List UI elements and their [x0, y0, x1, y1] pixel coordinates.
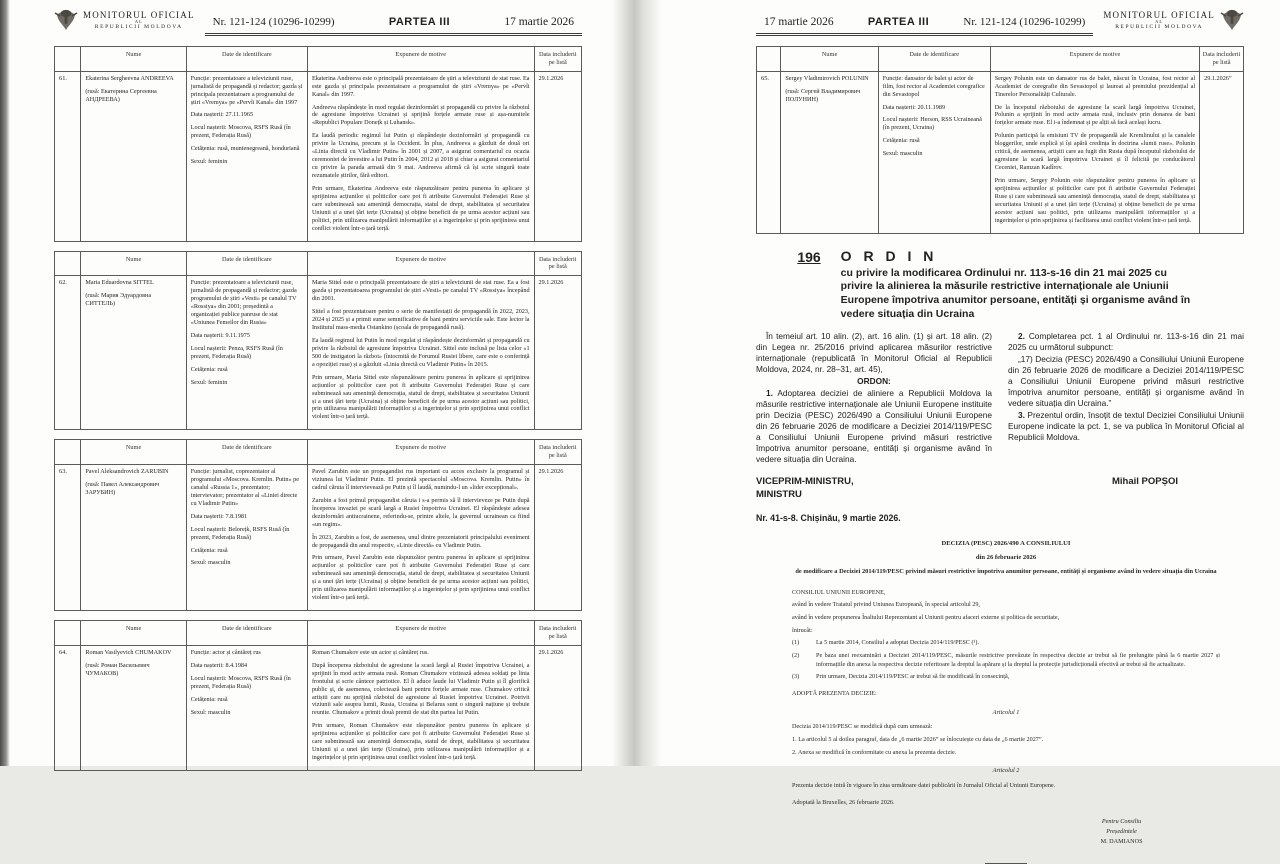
listing-date: 29.1.2026” [1200, 71, 1244, 233]
table-row [55, 645, 582, 770]
gazette-brand-text [1103, 11, 1215, 31]
column-header-identification: Date de identificare [186, 251, 307, 276]
article-item: 2. Anexa se modifică în conformitate cu anexa la prezenta decizie. [792, 748, 957, 756]
signer-role-line1: VICEPRIM-MINISTRU, [756, 476, 854, 488]
identification-line: Funcție: dansator de balet și actor de film, fost rector al Academiei coregrafice din Sevastopol [882, 74, 985, 98]
brand-al: AL [1155, 19, 1164, 25]
person-name: Sergey Vladimirovich POLUNIN [785, 74, 869, 82]
order-item-text: „17) Decizia (PESC) 2026/490 a Consiliului Uniunii Europene din 26 februarie 2026 de modificare a Deciziei 2014/119/PESC a Consiliului Uniunii Europene privind măsuri restrictive împotriva anumitor persoane, entități și organisme având în vedere situația din Ucraina.” [1008, 354, 1244, 408]
issue-number: Nr. 121-124 (10296-10299) [212, 16, 335, 28]
signer-role-line2: MINISTRU [756, 489, 802, 501]
column-header-listing-date: Data includerii pe listă [534, 251, 581, 276]
entry-number: 63. [55, 465, 81, 611]
entry-63 [54, 439, 582, 611]
identification-line: Cetățenia: rusă [190, 546, 228, 554]
adopts-label: ADOPTĂ PREZENTA DECIZIE: [792, 689, 877, 697]
listing-date: 29.1.2026 [534, 465, 581, 611]
column-header-identification: Date de identificare [186, 621, 307, 646]
identification-line: Sexul: feminin [190, 158, 228, 166]
entry-number: 65. [757, 71, 781, 233]
identification-cell [186, 465, 307, 611]
name-cell [81, 645, 186, 770]
identification-cell [186, 276, 307, 430]
page-header-left [54, 8, 582, 36]
reasons-cell [307, 645, 534, 770]
order-item [1008, 354, 1244, 409]
person-name-russian: (rusă: Екатерина Сергеевна АНДРЕЕВА) [85, 87, 157, 103]
recital-text: Prin urmare, Decizia 2014/119/PESC ar trebui să fie modificată în consecință, [816, 673, 1010, 681]
entry-number: 61. [55, 71, 81, 241]
identification-line: Sexul: masculin [190, 708, 231, 716]
sanctioned-person-table [54, 251, 582, 431]
identification-line: Data nașterii: 9.11.1975 [190, 331, 250, 339]
column-header-name: Nume [81, 440, 186, 465]
reason-paragraph: Roman Chumakov este un actor și cântăreț rus. [311, 648, 429, 656]
reason-paragraph: Pavel Zarubin este un propagandist rus important cu acces exclusiv la programul și viziunea lui Vladimir Putin. El prezintă spectacolul «Moscova. Kremlin. Putin» în cadrul căruia îl intervievează pe Putin și îl laudă, numindu-l un «lider excepțional». [311, 468, 530, 491]
identification-line: Funcție: actor și cântăreț rus [190, 648, 261, 656]
sanctioned-person-table [54, 439, 582, 611]
entry-65 [756, 46, 1244, 234]
order-heading [756, 248, 1234, 322]
article-1-items [792, 736, 1220, 757]
identification-line: Data nașterii: 8.4.1984 [190, 661, 248, 669]
order-item-text: Adoptarea deciziei de aliniere a Republicii Moldova la măsurile restrictive internaționale ale Uniunii Europene instituite prin Decizia (PESC) 2026/490 a Consiliului Uniunii Europene din 26 februarie 2026 de modificare a Deciziei 2014/119/PESC a Consiliului Uniunii Europene privind măsuri restrictive împotriva anumitor persoane, entități și organisme având în vedere situația din Ucraina. [756, 387, 992, 464]
recital-text: La 5 martie 2014, Consiliul a adoptat Decizia 2014/119/PESC (¹). [816, 639, 979, 647]
order-title: O R D I N [840, 247, 938, 264]
signer-role [756, 476, 854, 502]
column-header-listing-date: Data includerii pe listă [534, 47, 581, 72]
column-header-identification: Date de identificare [186, 440, 307, 465]
column-header-name: Nume [781, 47, 878, 72]
entry-62 [54, 251, 582, 431]
order-item [1008, 331, 1244, 353]
recital-number: (3) [792, 673, 800, 681]
column-header-name: Nume [81, 251, 186, 276]
recitals [792, 639, 1220, 682]
identification-line: Data nașterii: 20.11.1989 [882, 103, 946, 111]
reason-paragraph: Ekaterina Andreeva este o principală prezentatoare de știri a televiziunii de stat ruse. Ea este gazda și principala prezentatoare a programului de știri «Vremya» pe «Pervîi Kanal» din 1997. [311, 74, 530, 98]
coat-of-arms-icon [1220, 8, 1244, 34]
table-row [55, 276, 582, 430]
reasons-cell [307, 71, 534, 241]
column-header-name: Nume [81, 47, 186, 72]
signer-name: Mihail POPȘOI [1112, 476, 1178, 488]
order-title-block [841, 248, 1193, 322]
listing-date: 29.1.2026 [534, 645, 581, 770]
identification-line: Locul nașterii: Penza, RSFS Rusă (în prezent, Federația Rusă) [190, 344, 283, 360]
name-cell [781, 71, 878, 233]
reason-paragraph: După începerea războiului de agresiune la scară largă al Rusiei împotriva Ucrainei, a sprijinit în mod activ armata rusă. Roman Chumakov vizitează adesea soldați pe linia frontului și scrie cântece patriotice. El îi aduce laude lui Vladimir Putin și îl glorifică public și, de asemenea, colectează bani pentru forțele armate ruse. Chumakov critică artiștii care nu sprijină războiul de agresiune al Rusiei împotriva Ucrainei. Potrivit viziunii sale asupra lumii, Rusia, Ucraina și Belarus sunt o singură națiune și trebuie reunite. Chumakov a primit două premii de stat din partea lui Putin. [311, 661, 530, 717]
ordon-label: ORDON: [857, 375, 891, 386]
table-header-row [55, 47, 582, 72]
sanctioned-person-table [54, 620, 582, 771]
decision-date: din 26 februarie 2026 [975, 554, 1037, 562]
brand-title: MONITORUL OFICIAL [83, 10, 195, 21]
identification-line: Data nașterii: 27.11.1965 [190, 111, 254, 119]
identification-line: Funcție: prezentatoare a televiziunii ruse, jurnalistă de propagandă și redactor; gazda și principala prezentatoare a programului de știri «Vremya» pe «Pervîi Kanal» din 1997 [190, 74, 303, 106]
person-name: Ekaterina Sergheevna ANDREEVA [85, 74, 174, 82]
order-item-number: 3. [1018, 409, 1025, 420]
recital-number: (1) [792, 639, 800, 647]
part-label: PARTEA III [388, 16, 451, 28]
order-196 [756, 248, 1244, 523]
reason-paragraph: Sittel a fost prezentatoare pentru o serie de manifestații de propagandă în 2022, 2023, 2024 și 2025 și a primit sume semnificative de bani pentru serviciile sale. Este lector la Institutul mass-media Ostankino (școala de propagandă rusă). [311, 308, 530, 331]
recital-text: Pe baza unei reexaminări a Deciziei 2014/119/PESC, măsurile restrictive prevăzute în respectiva decizie ar trebui să fie prelungite până la 6 martie 2027 și informațiile din anexa la respectiva decizie referitoare la dreptul la apărare și la dreptul la protecție jurisdicțională efectivă ar trebui să fie actualizate. [816, 651, 1220, 668]
sanctioned-person-table [54, 46, 582, 242]
article-2-title: Articolul 2 [992, 767, 1020, 775]
person-name-russian: (rusă: Мария Эдуардовна СИТТЕЛЬ) [85, 292, 152, 308]
order-item [756, 388, 992, 465]
article-1-title: Articolul 1 [992, 708, 1020, 716]
brand-al: AL [134, 19, 143, 25]
reason-paragraph: Ea laudă regimul lui Putin în mod regulat și răspândește dezinformări și propagandă cu privire la războiul de agresiune împotriva Ucrainei. Sittel este inclusă pe lista celor «1 500 de instigatori la război» (întocmită de Forumul Rusiei libere, care este o conferință a opoziției ruse) și a găzduit «Linia directă cu Vladimir Putin» în 2015. [311, 336, 530, 368]
name-cell [81, 71, 186, 241]
brand-title: MONITORUL OFICIAL [1103, 10, 1215, 21]
name-cell [81, 465, 186, 611]
order-preamble: În temeiul art. 10 alin. (2), art. 16 alin. (1) și art. 18 alin. (2) din Legea nr. 25/2016 privind aplicarea măsurilor restrictive internaționale (republicată în Monitorul Oficial al Republicii Moldova, 2024, nr. 28–31, art. 45), [756, 331, 992, 375]
order-item-text: Completarea pct. 1 al Ordinului nr. 113-s-16 din 21 mai 2025 cu următorul subpunct: [1008, 331, 1244, 353]
table-header-row [757, 47, 1244, 72]
identification-line: Locul nașterii: Belorețk, RSFS Rusă (în prezent, Federația Rusă) [190, 525, 290, 541]
reason-paragraph: În 2023, Zarubin a fost, de asemenea, unul dintre prezentatorii principalului eveniment de propagandă din anul respectiv, «Linie directă» cu Vladimir Putin. [311, 533, 530, 549]
person-name-russian: (rusă: Павел Александрович ЗАРУБИН) [85, 480, 160, 496]
gazette-brand-text [83, 11, 195, 31]
column-header-listing-date: Data includerii pe listă [534, 621, 581, 646]
column-header-index [55, 621, 81, 646]
column-header-identification: Date de identificare [878, 47, 990, 72]
reason-paragraph: Prin urmare, Sergey Polunin este răspunzător pentru punerea în aplicare și sprijinirea acțiunilor și politicilor care pot fi atribuite Guvernului Federației Ruse și care subminează sau amenință democrația, statul de drept, stabilitatea și securitatea Uniunii și a unei țări terțe (Ucraina) și obține beneficii de pe urma acestor acțiuni sau politici, prin utilizarea manipulării informațiilor și a ingerințelor și prin sprijinirea și facilitarea unui conflict violent într-o țară terță. [994, 177, 1196, 224]
order-reference: Nr. 41-s-8. Chișinău, 9 martie 2026. [756, 513, 901, 524]
identification-line: Cetățenia: rusă, muntenegreană, honduriană [190, 145, 300, 153]
reason-paragraph: Prin urmare, Maria Sittel este răspunzătoare pentru punerea în aplicare și sprijinirea acțiunilor și politicilor care pot fi atribuite Guvernului Federației Ruse și care subminează sau amenință democrația, statul de drept, stabilitatea și securitatea Uniunii și a unei țări terțe (Ucraina) și obține beneficii de pe urma acestor acțiuni sau politici, prin utilizarea manipulării informațiilor și a ingerințelor și prin sprijinirea unui conflict violent într-o țară terță. [311, 373, 530, 421]
reason-paragraph: Ea laudă periodic regimul lui Putin și răspândește dezinformări și propagandă cu privire la Ucraina, precum și la Occident. În plus, Andreeva a găzduit de două ori «Linia directă cu Vladimir Putin» în 2001 și 2007, a asigurat comentariul cu ocazia ceremoniei de învestire a lui Putin în 2004, 2012 și 2018 și chiar a asigurat comentariul cu privire la parada armată din 9 mai. Andreeva afirmă că își scrie singură toate rezumatele știrilor, fără editori. [311, 132, 530, 180]
page-right [662, 0, 1280, 846]
reason-paragraph: Zarubin a fost primul propagandist căruia i s-a permis să îl intervieveze pe Putin după începerea invaziei pe scară largă a Rusiei împotriva Ucrainei. El răspândește adesea dezinformări antiucrainene, referindu-se, printre altele, la guvernul ucrainean ca fiind «un regim». [311, 496, 530, 528]
entry-number: 62. [55, 276, 81, 430]
decision-preamble-1: CONSILIUL UNIUNII EUROPENE, [792, 588, 886, 596]
identification-line: Cetățenia: rusă [882, 137, 920, 145]
recital [792, 652, 1220, 669]
name-cell [81, 276, 186, 430]
column-header-reasons: Expunere de motive [307, 440, 534, 465]
table-header-row [55, 440, 582, 465]
brand-subtitle: REPUBLICII MOLDOVA [94, 24, 183, 31]
reason-paragraph: Sergey Polunin este un dansator rus de balet, născut în Ucraina, fost rector al Academiei de coregrafie din Sevastopol și laureat al premiului prezidențial al Tinerelor Personalități Culturale. [994, 74, 1196, 98]
table-row [55, 71, 582, 241]
column-header-identification: Date de identificare [186, 47, 307, 72]
whereas-label: întrucât: [792, 626, 813, 634]
scan-left-edge [0, 0, 10, 766]
order-item [1008, 410, 1244, 443]
person-name-russian: (rusă: Роман Васильевич ЧУМАКОВ) [85, 661, 150, 677]
decision-preamble-3: având în vedere propunerea Înaltului Reprezentant al Uniunii pentru afaceri externe și politica de securitate, [792, 613, 1060, 621]
identification-line: Locul nașterii: Herson, RSS Ucraineană (în prezent, Ucraina) [882, 116, 982, 132]
reason-paragraph: Maria Sittel este o principală prezentatoare de știri a televiziunii de stat ruse. Ea a fost gazda și prezentatoarea programului de știri «Vesti» pe canalul TV «Rossiya» începând din 2001. [311, 279, 530, 303]
gazette-brand [1103, 8, 1244, 36]
identification-line: Sexul: feminin [190, 378, 228, 386]
identification-line: Funcție: prezentatoare a televiziunii ruse, jurnalistă de propagandă și redactor; gazda programului de știri «Vesti» pe canalul TV «Rossiya» din 2001; președintă a organizației publice panruse de stat «Uniunea Femeilor din Rusia» [190, 279, 297, 326]
column-header-index [55, 47, 81, 72]
identification-line: Locul nașterii: Moscova, RSFS Rusă (în prezent, Federația Rusă) [190, 674, 291, 690]
article-2-text: Prezenta decizie intră în vigoare în ziua următoare datei publicării în Jurnalul Oficial al Uniunii Europene. [792, 781, 1056, 789]
decision-signature [1023, 817, 1220, 847]
adoption-place-date: Adoptată la Bruxelles, 26 februarie 2026. [792, 798, 895, 806]
reasons-cell [307, 276, 534, 430]
identification-cell [878, 71, 990, 233]
identification-line: Funcție: jurnalist, coprezentator al programului «Moscova. Kremlin. Putin» pe canalul «Russia 1», prezentator; intervievator; prezentator al «Liniei directe cu Vladimir Putin» [190, 468, 300, 507]
column-header-listing-date: Data includerii pe listă [1200, 47, 1244, 72]
table-header-row [55, 251, 582, 276]
brand-subtitle: REPUBLICII MOLDOVA [1115, 24, 1204, 31]
page-header-right [756, 8, 1244, 36]
column-header-reasons: Expunere de motive [307, 251, 534, 276]
column-header-index [757, 47, 781, 72]
column-header-name: Nume [81, 621, 186, 646]
issue-date: 17 martie 2026 [764, 16, 834, 28]
column-header-reasons: Expunere de motive [307, 47, 534, 72]
entry-61 [54, 46, 582, 242]
reason-paragraph: De la începutul războiului de agresiune la scară largă împotriva Ucrainei, Polunin a sprijinit în mod activ armata rusă, inclusiv prin donarea de bani forțelor armate ruse. El i-a îndemnat și pe alții să facă același lucru. [994, 103, 1196, 127]
entry-number: 64. [55, 645, 81, 770]
identification-cell [186, 645, 307, 770]
reason-paragraph: Andreeva răspândește în mod regulat dezinformări și propagandă cu privire la războiul de agresiune împotriva Ucrainei și sprijină forțele armate ruse și așa-numitele «Republici Populare Donețk și Luhansk». [311, 103, 530, 127]
coat-of-arms-icon [54, 8, 78, 34]
identification-line: Locul nașterii: Moscova, RSFS Rusă (în prezent, Federația Rusă) [190, 124, 291, 140]
page-left [10, 0, 612, 766]
decision-subtitle: de modificare a Deciziei 2014/119/PESC privind măsuri restrictive împotriva anumitor persoane, entități și organisme având în vedere situația din Ucraina [795, 567, 1217, 575]
order-subtitle: cu privire la modificarea Ordinului nr. 113-s-16 din 21 mai 2025 cu privire la alinierea la măsurile restrictive internaționale ale Uniunii Europene împotriva anumitor persoane, entități și organisme având în vedere situația din Ucraina [840, 266, 1191, 320]
identification-cell [186, 71, 307, 241]
decision-preamble-2: având în vedere Tratatul privind Uniunea Europeană, în special articolul 29, [792, 601, 980, 609]
reason-paragraph: Prin urmare, Roman Chumakov este răspunzător pentru punerea în aplicare și sprijinirea acțiunilor și politicilor care pot fi atribuite Guvernului Federației Ruse și care subminează sau amenință democrația, statul de drept, stabilitatea și securitatea Uniunii și a unei țări terțe (Ucraina), prin utilizarea manipulării informațiilor și a ingerințelor și prin sprijinirea unui conflict violent într-o țară terță. [311, 722, 530, 762]
column-header-index [55, 440, 81, 465]
identification-line: Data nașterii: 7.8.1981 [190, 512, 248, 520]
entry-64 [54, 620, 582, 771]
reason-paragraph: Prin urmare, Pavel Zarubin este răspunzător pentru punerea în aplicare și sprijinirea acțiunilor și politicilor care pot fi atribuite Guvernului Federației Ruse și care subminează sau amenință democrația, statul de drept, stabilitatea și securitatea Uniunii și a unei țări terțe (Ucraina) și obține beneficii de pe urma acestor acțiuni sau politici, prin utilizarea manipulării informațiilor și a ingerințelor și prin sprijinirea unui conflict violent într-o țară terță. [311, 554, 530, 602]
table-row [757, 71, 1244, 233]
recital [792, 673, 1220, 682]
article-item: 1. La articolul 5 al doilea paragraf, data de „6 martie 2026” se înlocuiește cu data de „6 martie 2027”. [792, 735, 1044, 743]
part-label: PARTEA III [867, 16, 930, 28]
column-header-index [55, 251, 81, 276]
column-header-reasons: Expunere de motive [307, 621, 534, 646]
listing-date: 29.1.2026 [534, 276, 581, 430]
table-header-row [55, 621, 582, 646]
signature-president: Președintele [1106, 828, 1137, 836]
reasons-cell [990, 71, 1199, 233]
book-spine-shadow [612, 0, 662, 766]
order-number: 196 [797, 248, 821, 265]
signature-for-council: Pentru Consiliu [1101, 818, 1142, 826]
person-name-russian: (rusă: Сергей Владимирович ПОЛУНИН) [785, 87, 861, 103]
sanctioned-person-table [756, 46, 1244, 234]
decision-title: DECIZIA (PESC) 2026/490 A CONSILIULUI [941, 540, 1071, 548]
order-item-text: Prezentul ordin, însoțit de textul Deciziei Consiliului Uniunii Europene indicate la pct. 1, se va publica în Monitorul Oficial al Republicii Moldova. [1008, 409, 1244, 442]
reason-paragraph: Prin urmare, Ekaterina Andreeva este răspunzătoare pentru punerea în aplicare și sprijinirea acțiunilor și politicilor care pot fi atribuite Guvernului Federației Ruse și care subminează sau amenință democrația, statul de drept, stabilitatea și securitatea Uniunii și a unei țări terțe (Ucraina) și obține beneficii de pe urma acestor acțiuni sau politici, prin utilizarea manipulării informațiilor și a ingerințelor și prin sprijinirea unui conflict violent într-o țară terță. [311, 184, 530, 232]
table-row [55, 465, 582, 611]
order-body [756, 331, 1244, 464]
header-meta [205, 16, 582, 36]
header-meta [756, 16, 1093, 36]
person-name: Maria Eduardovna SITTEL [85, 279, 154, 287]
article-1-intro: Decizia 2014/119/PESC se modifică după cum urmează: [792, 723, 933, 731]
order-signature-row [756, 476, 1244, 502]
identification-line: Cetățenia: rusă [190, 695, 228, 703]
issue-date: 17 martie 2026 [504, 16, 574, 28]
reasons-cell [307, 465, 534, 611]
signature-name: M. DAMIANOS [1100, 838, 1143, 846]
recital [792, 639, 1220, 648]
identification-line: Sexul: masculin [190, 559, 231, 567]
person-name: Pavel Aleksandrovich ZARUBIN [85, 468, 169, 476]
order-item-number: 2. [1018, 331, 1025, 342]
order-item-number: 1. [766, 387, 773, 398]
recital-number: (2) [792, 651, 800, 659]
listing-date: 29.1.2026 [534, 71, 581, 241]
issue-number: Nr. 121-124 (10296-10299) [963, 16, 1086, 28]
identification-line: Sexul: masculin [882, 150, 923, 158]
eu-decision [756, 539, 1244, 864]
person-name: Roman Vasilyevich CHUMAKOV [85, 648, 172, 656]
gazette-brand [54, 8, 195, 36]
identification-line: Cetățenia: rusă [190, 365, 228, 373]
reason-paragraph: Polunin participă la emisiuni TV de propagandă ale Kremlinului și la canalele bloggerilor, unde explică și își apără credința în doctrina «lumii ruse». Polunin critică, de asemenea, artiștii care au fugit din Rusia după începutul războiului de agresiune la scară largă împotriva Ucrainei și îl felicită pe conducătorul Ceceniei, Ramzan Kadîrov. [994, 132, 1196, 172]
column-header-reasons: Expunere de motive [990, 47, 1199, 72]
column-header-listing-date: Data includerii pe listă [534, 440, 581, 465]
